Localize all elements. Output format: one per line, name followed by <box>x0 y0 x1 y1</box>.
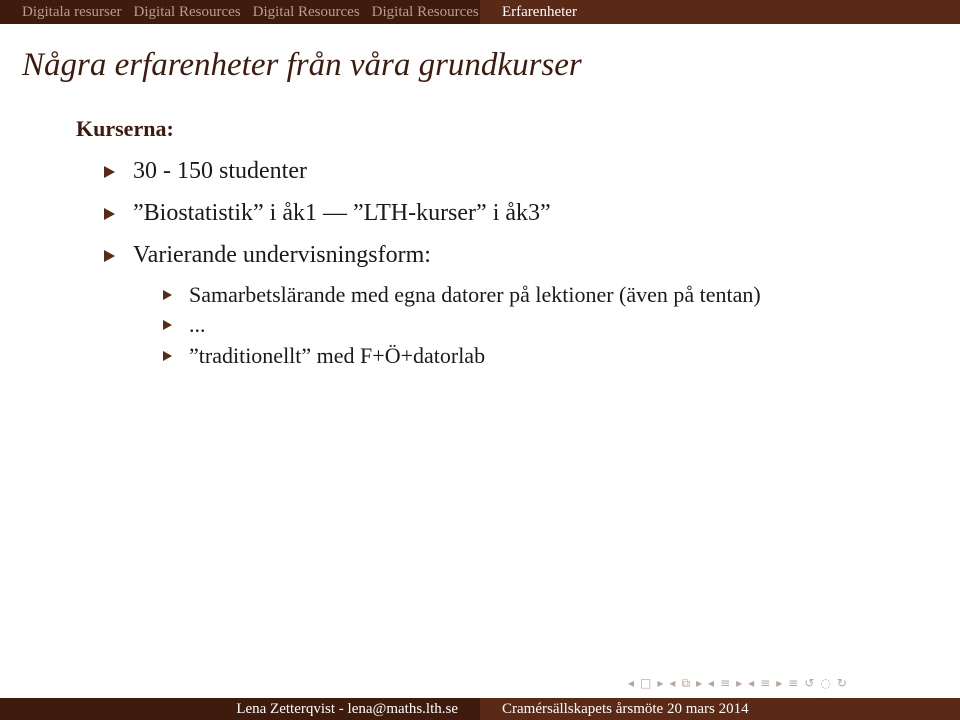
previous-subsection-icon[interactable]: ◂ <box>708 676 715 690</box>
next-subsection-icon[interactable]: ▸ <box>736 676 743 690</box>
list-item-text: 30 - 150 studenter <box>133 158 307 184</box>
list-item <box>104 200 551 227</box>
bullet-triangle-icon <box>104 166 115 178</box>
nav-section-digital-resources-2[interactable]: Digital Resources <box>252 3 360 20</box>
block-heading: Kurserna: <box>76 116 174 141</box>
bullet-triangle-icon <box>163 351 172 361</box>
current-section-area <box>480 0 960 24</box>
forward-icon[interactable]: ↻ <box>836 676 847 690</box>
list-item-text: ”Biostatistik” i åk1 — ”LTH-kurser” i åk3” <box>133 200 551 226</box>
document-icon[interactable]: ≡ <box>788 676 799 690</box>
search-icon[interactable]: ◌ <box>820 676 831 690</box>
slide-title: Några erfarenheter från våra grundkurser <box>22 47 582 83</box>
footer-author: Lena Zetterqvist - lena@maths.lth.se <box>0 698 480 720</box>
section-navigation <box>0 0 480 24</box>
previous-slide-icon[interactable]: ◂ <box>628 676 635 690</box>
sub-list-item-text: ... <box>189 312 206 337</box>
previous-frame-icon[interactable]: ◂ <box>669 676 676 690</box>
sub-list-item <box>163 312 206 338</box>
next-frame-icon[interactable]: ▸ <box>696 676 703 690</box>
bullet-triangle-icon <box>104 250 115 262</box>
beamer-navigation-symbols <box>628 674 847 692</box>
next-section-icon[interactable]: ▸ <box>776 676 783 690</box>
footer-event: Cramérsällskapets årsmöte 20 mars 2014 <box>480 698 960 720</box>
sub-list-item-text: Samarbetslärande med egna datorer på lektioner (även på tentan) <box>189 282 761 307</box>
footer-bar <box>0 698 960 720</box>
sub-list-item <box>163 343 485 369</box>
back-icon[interactable]: ↺ <box>804 676 815 690</box>
bullet-triangle-icon <box>104 208 115 220</box>
previous-section-icon[interactable]: ◂ <box>748 676 755 690</box>
list-item <box>104 242 431 269</box>
sub-list-item <box>163 282 761 308</box>
next-slide-icon[interactable]: ▸ <box>657 676 664 690</box>
top-navigation-bar <box>0 0 960 24</box>
nav-section-digital-resources-3[interactable]: Digital Resources <box>371 3 479 20</box>
frame-icon[interactable]: ⧉ <box>681 675 691 690</box>
list-item-text: Varierande undervisningsform: <box>133 242 431 268</box>
nav-section-digitala-resurser[interactable]: Digitala resurser <box>22 3 122 20</box>
bullet-triangle-icon <box>163 290 172 300</box>
section-icon[interactable]: ≡ <box>760 676 771 690</box>
subsection-icon[interactable]: ≡ <box>720 676 731 690</box>
sub-list-item-text: ”traditionellt” med F+Ö+datorlab <box>189 343 486 368</box>
bullet-triangle-icon <box>163 320 172 330</box>
slide-icon[interactable]: □ <box>640 676 652 690</box>
list-item <box>104 158 307 185</box>
nav-section-erfarenheter[interactable]: Erfarenheter <box>502 3 577 20</box>
nav-section-digital-resources-1[interactable]: Digital Resources <box>133 3 241 20</box>
